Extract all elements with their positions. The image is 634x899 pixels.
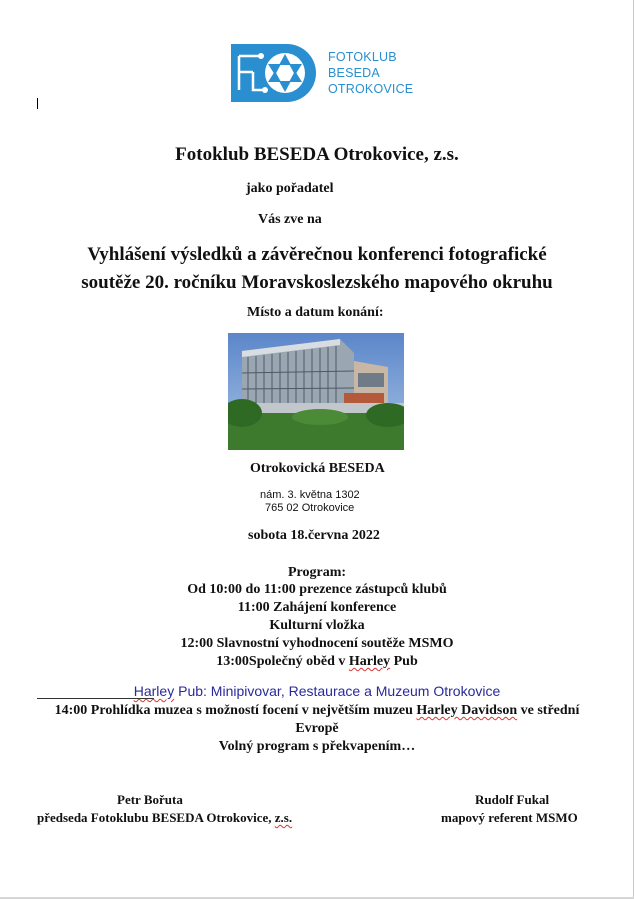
spellcheck-word: z.s. xyxy=(274,810,293,825)
address-street: nám. 3. května 1302 xyxy=(260,489,360,501)
text-cursor[interactable] xyxy=(37,98,38,109)
logo-line-3: OTROKOVICE xyxy=(328,82,414,96)
program-item: 11:00 Zahájení konference xyxy=(237,600,397,615)
program-item-museum-cont: Evropě xyxy=(295,721,339,736)
link-text: Pub: Minipivovar, Restaurace a Muzeum Otrokovice xyxy=(174,683,501,699)
organizer-role: jako pořadatel xyxy=(246,181,334,196)
building-photo-icon xyxy=(228,333,404,450)
program-item-lunch xyxy=(0,654,634,670)
program-item: Od 10:00 do 11:00 prezence zástupců klubů xyxy=(187,582,447,597)
event-date: sobota 18.června 2022 xyxy=(248,528,380,543)
signature-right-name: Rudolf Fukal xyxy=(475,792,550,807)
event-title-line-1: Vyhlášení výsledků a závěrečnou konferenci fotografické xyxy=(87,244,547,265)
venue-name: Otrokovická BESEDA xyxy=(250,461,385,476)
logo-line-2: BESEDA xyxy=(328,66,380,80)
address-city: 765 02 Otrokovice xyxy=(265,502,355,514)
club-logo xyxy=(231,44,431,104)
museum-text-end: ve střední xyxy=(517,703,580,718)
spellcheck-word: Harley xyxy=(348,654,391,669)
lunch-text: 13:00Společný oběd v xyxy=(216,654,349,669)
organization-heading: Fotoklub BESEDA Otrokovice, z.s. xyxy=(175,144,459,165)
program-item: Kulturní vložka xyxy=(269,618,365,633)
program-item-museum xyxy=(0,703,634,719)
logo-wordmark xyxy=(328,49,413,97)
left-title-text: předseda Fotoklubu BESEDA Otrokovice, xyxy=(37,810,275,825)
signature-left-title xyxy=(37,810,292,826)
spellcheck-word: Harley Davidson xyxy=(416,703,518,718)
invitation-line: Vás zve na xyxy=(258,212,322,227)
signature-right-title: mapový referent MSMO xyxy=(441,810,578,825)
harley-pub-link[interactable] xyxy=(0,683,634,699)
museum-text: 14:00 Prohlídka muzea s možností focení v největším muzeu xyxy=(54,703,417,718)
venue-date-label: Místo a datum konání: xyxy=(247,305,384,320)
logo-line-1: FOTOKLUB xyxy=(328,50,397,64)
program-item: 12:00 Slavnostní vyhodnocení soutěže MSMO xyxy=(180,636,454,651)
program-item-free: Volný program s překvapením… xyxy=(218,739,416,754)
program-label: Program: xyxy=(287,565,347,580)
signature-left-name: Petr Bořuta xyxy=(117,792,183,807)
event-title-line-2: soutěže 20. ročníku Moravskoslezského mapového okruhu xyxy=(81,272,553,293)
fotoklub-beseda-logo-icon xyxy=(231,44,317,102)
lunch-text-end: Pub xyxy=(390,654,418,669)
spellcheck-word: Harley xyxy=(133,683,175,699)
